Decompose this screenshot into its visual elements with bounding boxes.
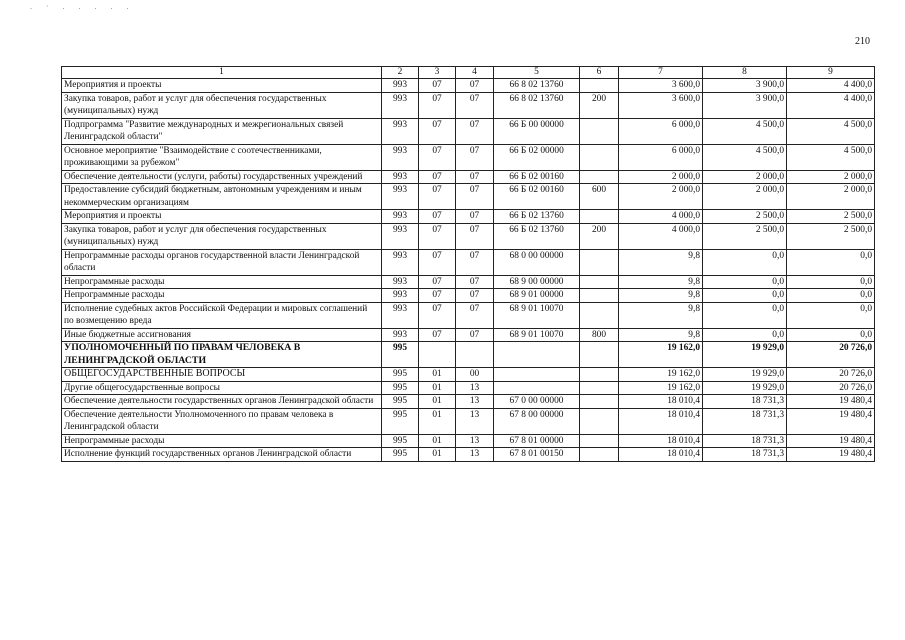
cell-name: Непрограммные расходы bbox=[62, 434, 382, 448]
table-row bbox=[62, 328, 875, 342]
cell-subsection: 13 bbox=[456, 395, 494, 409]
cell-subsection: 07 bbox=[456, 223, 494, 249]
cell-expense-type bbox=[580, 381, 619, 395]
cell-subsection: 07 bbox=[456, 118, 494, 144]
cell-amount-year2: 19 929,0 bbox=[703, 381, 787, 395]
cell-target-article: 67 8 00 00000 bbox=[494, 408, 580, 434]
table-row bbox=[62, 249, 875, 275]
cell-expense-type bbox=[580, 302, 619, 328]
cell-section: 01 bbox=[419, 434, 456, 448]
cell-target-article bbox=[494, 342, 580, 368]
table-header bbox=[62, 67, 875, 79]
cell-admin-code: 993 bbox=[382, 328, 419, 342]
cell-subsection bbox=[456, 342, 494, 368]
cell-admin-code: 993 bbox=[382, 92, 419, 118]
table-row bbox=[62, 223, 875, 249]
cell-subsection: 07 bbox=[456, 210, 494, 224]
cell-name: Исполнение судебных актов Российской Федерации и мировых соглашений по возмещению вреда bbox=[62, 302, 382, 328]
cell-amount-year2: 18 731,3 bbox=[703, 408, 787, 434]
cell-expense-type bbox=[580, 275, 619, 289]
cell-subsection: 07 bbox=[456, 92, 494, 118]
cell-amount-year2: 19 929,0 bbox=[703, 342, 787, 368]
cell-expense-type: 200 bbox=[580, 223, 619, 249]
cell-subsection: 00 bbox=[456, 368, 494, 382]
cell-target-article: 66 8 02 13760 bbox=[494, 92, 580, 118]
cell-amount-year1: 9,8 bbox=[619, 328, 703, 342]
cell-expense-type bbox=[580, 368, 619, 382]
cell-section: 07 bbox=[419, 210, 456, 224]
cell-amount-year2: 0,0 bbox=[703, 289, 787, 303]
cell-target-article: 66 Б 02 00160 bbox=[494, 170, 580, 184]
cell-amount-year3: 0,0 bbox=[787, 302, 875, 328]
cell-target-article: 68 9 00 00000 bbox=[494, 275, 580, 289]
cell-amount-year2: 2 500,0 bbox=[703, 223, 787, 249]
cell-amount-year1: 6 000,0 bbox=[619, 144, 703, 170]
cell-name: Закупка товаров, работ и услуг для обеспечения государственных (муниципальных) нужд bbox=[62, 92, 382, 118]
table-row bbox=[62, 381, 875, 395]
cell-name: Закупка товаров, работ и услуг для обеспечения государственных (муниципальных) нужд bbox=[62, 223, 382, 249]
cell-name: Подпрограмма "Развитие международных и межрегиональных связей Ленинградской области" bbox=[62, 118, 382, 144]
table-row bbox=[62, 408, 875, 434]
cell-amount-year1: 19 162,0 bbox=[619, 368, 703, 382]
cell-amount-year1: 4 000,0 bbox=[619, 210, 703, 224]
cell-amount-year1: 19 162,0 bbox=[619, 381, 703, 395]
cell-expense-type bbox=[580, 210, 619, 224]
cell-section: 07 bbox=[419, 249, 456, 275]
cell-admin-code: 993 bbox=[382, 210, 419, 224]
cell-section: 07 bbox=[419, 223, 456, 249]
column-header: 8 bbox=[703, 67, 787, 79]
cell-name: Обеспечение деятельности (услуги, работы) государственных учреждений bbox=[62, 170, 382, 184]
cell-subsection: 07 bbox=[456, 328, 494, 342]
cell-target-article bbox=[494, 368, 580, 382]
table-row bbox=[62, 210, 875, 224]
cell-amount-year3: 0,0 bbox=[787, 289, 875, 303]
cell-amount-year1: 18 010,4 bbox=[619, 434, 703, 448]
cell-subsection: 07 bbox=[456, 144, 494, 170]
cell-amount-year3: 4 500,0 bbox=[787, 144, 875, 170]
cell-target-article bbox=[494, 381, 580, 395]
cell-target-article: 68 0 00 00000 bbox=[494, 249, 580, 275]
cell-section bbox=[419, 342, 456, 368]
cell-amount-year1: 18 010,4 bbox=[619, 408, 703, 434]
column-header: 9 bbox=[787, 67, 875, 79]
cell-subsection: 13 bbox=[456, 448, 494, 462]
cell-amount-year1: 2 000,0 bbox=[619, 184, 703, 210]
cell-name: Непрограммные расходы органов государственной власти Ленинградской области bbox=[62, 249, 382, 275]
cell-expense-type: 200 bbox=[580, 92, 619, 118]
table-body bbox=[62, 79, 875, 462]
cell-amount-year2: 3 900,0 bbox=[703, 92, 787, 118]
table-row bbox=[62, 118, 875, 144]
cell-expense-type bbox=[580, 434, 619, 448]
cell-section: 07 bbox=[419, 118, 456, 144]
cell-target-article: 68 9 01 00000 bbox=[494, 289, 580, 303]
cell-target-article: 66 8 02 13760 bbox=[494, 79, 580, 93]
cell-amount-year2: 0,0 bbox=[703, 275, 787, 289]
cell-amount-year3: 20 726,0 bbox=[787, 381, 875, 395]
cell-amount-year3: 2 500,0 bbox=[787, 210, 875, 224]
cell-section: 07 bbox=[419, 170, 456, 184]
cell-name: ОБЩЕГОСУДАРСТВЕННЫЕ ВОПРОСЫ bbox=[62, 368, 382, 382]
cell-amount-year3: 20 726,0 bbox=[787, 342, 875, 368]
cell-admin-code: 995 bbox=[382, 395, 419, 409]
cell-amount-year1: 18 010,4 bbox=[619, 448, 703, 462]
cell-section: 01 bbox=[419, 448, 456, 462]
cell-expense-type: 800 bbox=[580, 328, 619, 342]
cell-amount-year1: 2 000,0 bbox=[619, 170, 703, 184]
cell-amount-year2: 0,0 bbox=[703, 302, 787, 328]
cell-admin-code: 993 bbox=[382, 144, 419, 170]
cell-amount-year2: 18 731,3 bbox=[703, 434, 787, 448]
cell-expense-type bbox=[580, 395, 619, 409]
cell-admin-code: 995 bbox=[382, 368, 419, 382]
cell-name: Предоставление субсидий бюджетным, автономным учреждениям и иным некоммерческим организациям bbox=[62, 184, 382, 210]
cell-admin-code: 995 bbox=[382, 381, 419, 395]
cell-amount-year2: 4 500,0 bbox=[703, 144, 787, 170]
cell-name: Мероприятия и проекты bbox=[62, 79, 382, 93]
cell-subsection: 13 bbox=[456, 408, 494, 434]
cell-section: 07 bbox=[419, 275, 456, 289]
cell-amount-year3: 19 480,4 bbox=[787, 448, 875, 462]
cell-amount-year2: 18 731,3 bbox=[703, 448, 787, 462]
cell-section: 07 bbox=[419, 302, 456, 328]
scan-specks: . · . . . . . bbox=[30, 2, 135, 11]
cell-expense-type bbox=[580, 118, 619, 144]
cell-section: 07 bbox=[419, 184, 456, 210]
budget-table bbox=[61, 66, 875, 462]
cell-amount-year2: 2 000,0 bbox=[703, 170, 787, 184]
cell-amount-year3: 0,0 bbox=[787, 275, 875, 289]
cell-target-article: 67 0 00 00000 bbox=[494, 395, 580, 409]
cell-amount-year1: 9,8 bbox=[619, 289, 703, 303]
table-row bbox=[62, 448, 875, 462]
cell-amount-year2: 0,0 bbox=[703, 249, 787, 275]
cell-amount-year3: 2 000,0 bbox=[787, 170, 875, 184]
cell-target-article: 68 9 01 10070 bbox=[494, 302, 580, 328]
cell-subsection: 07 bbox=[456, 184, 494, 210]
cell-admin-code: 993 bbox=[382, 118, 419, 144]
cell-admin-code: 995 bbox=[382, 434, 419, 448]
cell-name: Исполнение функций государственных органов Ленинградской области bbox=[62, 448, 382, 462]
cell-amount-year2: 19 929,0 bbox=[703, 368, 787, 382]
cell-amount-year1: 6 000,0 bbox=[619, 118, 703, 144]
cell-amount-year2: 0,0 bbox=[703, 328, 787, 342]
cell-admin-code: 993 bbox=[382, 275, 419, 289]
cell-expense-type: 600 bbox=[580, 184, 619, 210]
table-row bbox=[62, 434, 875, 448]
table-row bbox=[62, 342, 875, 368]
cell-amount-year1: 3 600,0 bbox=[619, 92, 703, 118]
cell-amount-year2: 4 500,0 bbox=[703, 118, 787, 144]
cell-admin-code: 993 bbox=[382, 184, 419, 210]
cell-amount-year3: 4 400,0 bbox=[787, 79, 875, 93]
table-row bbox=[62, 395, 875, 409]
cell-expense-type bbox=[580, 408, 619, 434]
cell-subsection: 07 bbox=[456, 249, 494, 275]
cell-name: Основное мероприятие "Взаимодействие с соотечественниками, проживающими за рубежом" bbox=[62, 144, 382, 170]
column-header: 2 bbox=[382, 67, 419, 79]
cell-amount-year1: 3 600,0 bbox=[619, 79, 703, 93]
cell-admin-code: 993 bbox=[382, 289, 419, 303]
cell-admin-code: 995 bbox=[382, 448, 419, 462]
cell-amount-year3: 2 000,0 bbox=[787, 184, 875, 210]
cell-amount-year3: 2 500,0 bbox=[787, 223, 875, 249]
table-row bbox=[62, 79, 875, 93]
cell-amount-year1: 4 000,0 bbox=[619, 223, 703, 249]
cell-expense-type bbox=[580, 249, 619, 275]
table-row bbox=[62, 275, 875, 289]
cell-amount-year1: 9,8 bbox=[619, 249, 703, 275]
cell-target-article: 66 Б 02 00160 bbox=[494, 184, 580, 210]
cell-name: Непрограммные расходы bbox=[62, 289, 382, 303]
cell-subsection: 13 bbox=[456, 381, 494, 395]
cell-amount-year3: 19 480,4 bbox=[787, 408, 875, 434]
table-row bbox=[62, 144, 875, 170]
cell-amount-year1: 9,8 bbox=[619, 275, 703, 289]
cell-expense-type bbox=[580, 79, 619, 93]
cell-section: 07 bbox=[419, 289, 456, 303]
cell-target-article: 66 Б 02 00000 bbox=[494, 144, 580, 170]
cell-target-article: 67 8 01 00150 bbox=[494, 448, 580, 462]
column-header: 3 bbox=[419, 67, 456, 79]
cell-expense-type bbox=[580, 289, 619, 303]
cell-amount-year3: 4 400,0 bbox=[787, 92, 875, 118]
cell-section: 01 bbox=[419, 368, 456, 382]
page-number: 210 bbox=[855, 36, 870, 47]
column-header: 6 bbox=[580, 67, 619, 79]
column-header: 1 bbox=[62, 67, 382, 79]
cell-section: 01 bbox=[419, 408, 456, 434]
cell-subsection: 07 bbox=[456, 170, 494, 184]
cell-admin-code: 993 bbox=[382, 79, 419, 93]
cell-amount-year1: 9,8 bbox=[619, 302, 703, 328]
cell-expense-type bbox=[580, 170, 619, 184]
cell-section: 07 bbox=[419, 328, 456, 342]
cell-name: Обеспечение деятельности Уполномоченного по правам человека в Ленинградской области bbox=[62, 408, 382, 434]
cell-target-article: 66 Б 02 13760 bbox=[494, 210, 580, 224]
cell-admin-code: 993 bbox=[382, 249, 419, 275]
cell-name: Обеспечение деятельности государственных органов Ленинградской области bbox=[62, 395, 382, 409]
cell-subsection: 13 bbox=[456, 434, 494, 448]
cell-expense-type bbox=[580, 144, 619, 170]
cell-admin-code: 993 bbox=[382, 223, 419, 249]
table-row bbox=[62, 170, 875, 184]
cell-amount-year1: 19 162,0 bbox=[619, 342, 703, 368]
table-row bbox=[62, 184, 875, 210]
cell-amount-year2: 2 500,0 bbox=[703, 210, 787, 224]
cell-admin-code: 993 bbox=[382, 302, 419, 328]
cell-amount-year3: 4 500,0 bbox=[787, 118, 875, 144]
table-row bbox=[62, 289, 875, 303]
cell-amount-year3: 0,0 bbox=[787, 328, 875, 342]
cell-target-article: 67 8 01 00000 bbox=[494, 434, 580, 448]
cell-section: 07 bbox=[419, 144, 456, 170]
column-number-row bbox=[62, 67, 875, 79]
table-row bbox=[62, 368, 875, 382]
cell-target-article: 66 Б 00 00000 bbox=[494, 118, 580, 144]
cell-name: Другие общегосударственные вопросы bbox=[62, 381, 382, 395]
cell-admin-code: 995 bbox=[382, 408, 419, 434]
cell-expense-type bbox=[580, 342, 619, 368]
cell-amount-year3: 20 726,0 bbox=[787, 368, 875, 382]
cell-amount-year2: 2 000,0 bbox=[703, 184, 787, 210]
column-header: 5 bbox=[494, 67, 580, 79]
table-row bbox=[62, 302, 875, 328]
cell-amount-year3: 19 480,4 bbox=[787, 434, 875, 448]
cell-amount-year2: 18 731,3 bbox=[703, 395, 787, 409]
cell-target-article: 66 Б 02 13760 bbox=[494, 223, 580, 249]
cell-target-article: 68 9 01 10070 bbox=[494, 328, 580, 342]
cell-subsection: 07 bbox=[456, 289, 494, 303]
cell-name: Непрограммные расходы bbox=[62, 275, 382, 289]
cell-section: 01 bbox=[419, 381, 456, 395]
cell-name: Иные бюджетные ассигнования bbox=[62, 328, 382, 342]
cell-admin-code: 995 bbox=[382, 342, 419, 368]
cell-name: Мероприятия и проекты bbox=[62, 210, 382, 224]
cell-amount-year3: 19 480,4 bbox=[787, 395, 875, 409]
cell-name: УПОЛНОМОЧЕННЫЙ ПО ПРАВАМ ЧЕЛОВЕКА В ЛЕНИНГРАДСКОЙ ОБЛАСТИ bbox=[62, 342, 382, 368]
cell-amount-year1: 18 010,4 bbox=[619, 395, 703, 409]
cell-subsection: 07 bbox=[456, 79, 494, 93]
cell-section: 07 bbox=[419, 79, 456, 93]
cell-amount-year2: 3 900,0 bbox=[703, 79, 787, 93]
table-row bbox=[62, 92, 875, 118]
cell-subsection: 07 bbox=[456, 302, 494, 328]
cell-amount-year3: 0,0 bbox=[787, 249, 875, 275]
cell-admin-code: 993 bbox=[382, 170, 419, 184]
cell-subsection: 07 bbox=[456, 275, 494, 289]
column-header: 4 bbox=[456, 67, 494, 79]
cell-section: 07 bbox=[419, 92, 456, 118]
column-header: 7 bbox=[619, 67, 703, 79]
cell-section: 01 bbox=[419, 395, 456, 409]
cell-expense-type bbox=[580, 448, 619, 462]
